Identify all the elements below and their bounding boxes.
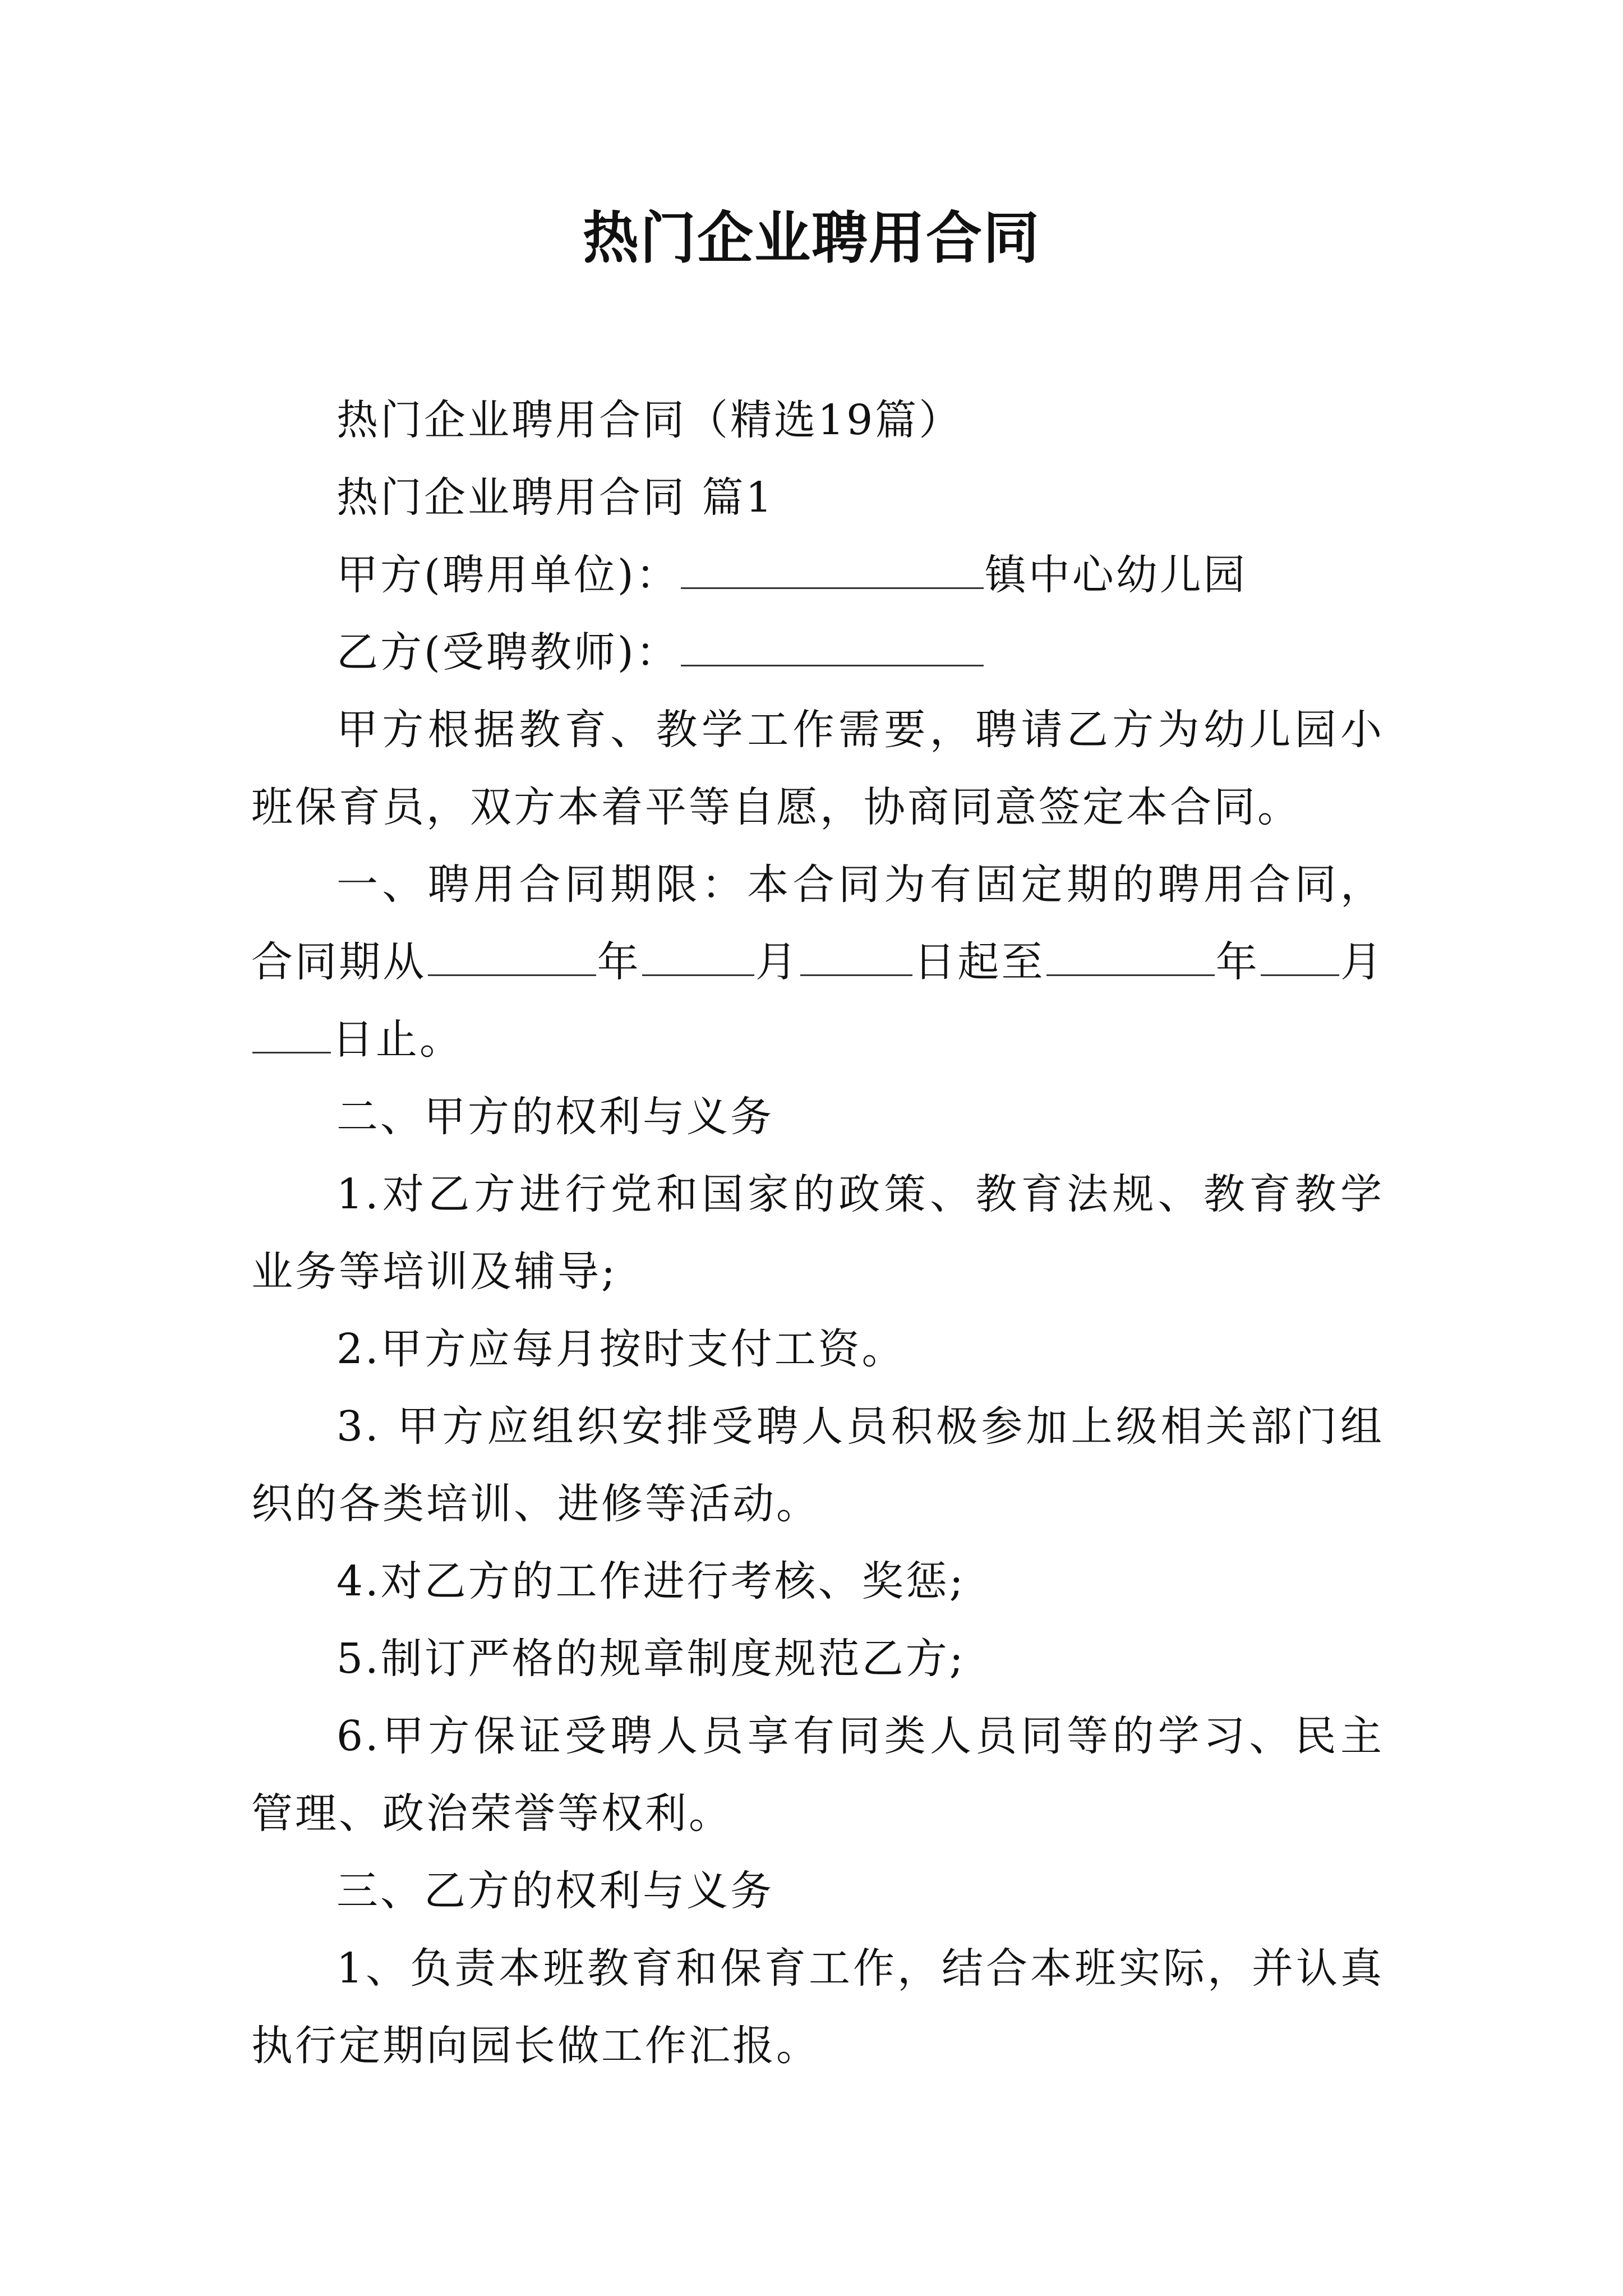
term-end-text: 日止。 bbox=[332, 1015, 463, 1064]
party-b-label: 乙方(受聘教师)： bbox=[336, 628, 680, 677]
term-end-month-label: 月 bbox=[1340, 938, 1385, 986]
end-year-blank bbox=[1046, 942, 1215, 976]
start-month-blank bbox=[642, 942, 754, 976]
party-b-blank bbox=[681, 632, 984, 666]
section-2-item: 2.甲方应每月按时支付工资。 bbox=[336, 1325, 906, 1373]
section-2-item: 6.甲方保证受聘人员享有同类人员同等的学习、民主管理、政治荣誉等权利。 bbox=[251, 1712, 1384, 1838]
party-b-line bbox=[251, 614, 1384, 691]
start-day-blank bbox=[800, 942, 912, 976]
term-end-year-label: 年 bbox=[1215, 938, 1260, 986]
section-heading: 热门企业聘用合同 篇1 bbox=[336, 473, 774, 522]
party-a-suffix: 镇中心幼儿园 bbox=[984, 551, 1247, 599]
term-day-to-label: 日起至 bbox=[914, 938, 1045, 986]
section-2-item: 1.对乙方进行党和国家的政策、教育法规、教育教学业务等培训及辅导; bbox=[251, 1170, 1384, 1296]
section-2-item: 3. 甲方应组织安排受聘人员积极参加上级相关部门组织的各类培训、进修等活动。 bbox=[251, 1402, 1384, 1528]
party-a-line bbox=[251, 536, 1384, 614]
term-year-label: 年 bbox=[597, 938, 641, 986]
document-title: 热门企业聘用合同 bbox=[583, 205, 1040, 271]
section-2-item: 4.对乙方的工作进行考核、奖惩; bbox=[336, 1557, 966, 1605]
preamble-paragraph: 甲方根据教育、教学工作需要，聘请乙方为幼儿园小班保育员，双方本着平等自愿，协商同意签定本合同。 bbox=[251, 706, 1384, 831]
end-day-blank bbox=[252, 1019, 331, 1053]
section-2-item: 5.制订严格的规章制度规范乙方; bbox=[336, 1635, 966, 1683]
document-subtitle: 热门企业聘用合同（精选19篇） bbox=[336, 396, 963, 444]
section-2-heading: 二、甲方的权利与义务 bbox=[336, 1093, 774, 1141]
end-month-blank bbox=[1261, 942, 1339, 976]
term-paragraph bbox=[251, 846, 1384, 1078]
term-month-label: 月 bbox=[755, 938, 800, 986]
section-3-item: 1、负责本班教育和保育工作，结合本班实际，并认真执行定期向园长做工作汇报。 bbox=[251, 1944, 1384, 2070]
term-text: 一、聘用合同期限：本合同为有固定期的聘用合同，合同期从 bbox=[251, 861, 1384, 986]
party-a-blank bbox=[681, 555, 984, 589]
party-a-label: 甲方(聘用单位)： bbox=[336, 551, 680, 599]
document-body bbox=[251, 381, 1384, 2085]
start-year-blank bbox=[428, 942, 596, 976]
section-3-heading: 三、乙方的权利与义务 bbox=[336, 1867, 774, 1915]
